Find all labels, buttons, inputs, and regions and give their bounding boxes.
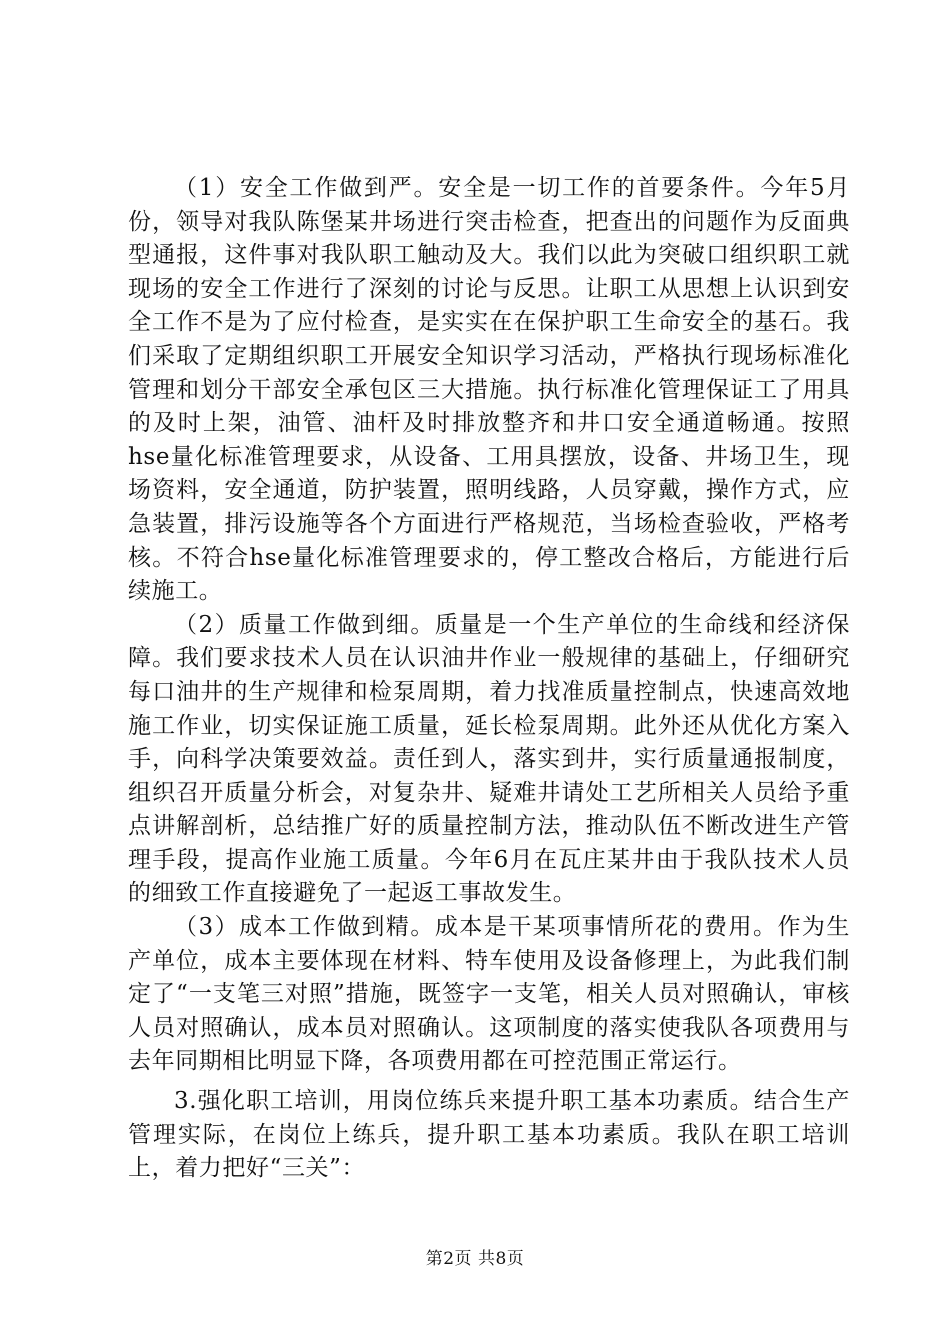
paragraph-cost: （3）成本工作做到精。成本是干某项事情所花的费用。作为生产单位，成本主要体现在材料、特车使用及设备修理上，为此我们制定了“一支笔三对照”措施，既签字一支笔，相关人员对照确认，审核人员对照确认，成本员对照确认。这项制度的落实使我队各项费用与去年同期相比明显下降，各项费用都在可控范围正常运行。 xyxy=(128,914,850,1075)
paragraph-safety: （1）安全工作做到严。安全是一切工作的首要条件。今年5月份，领导对我队陈堡某井场进行突击检查，把查出的问题作为反面典型通报，这件事对我队职工触动及大。我们以此为突破口组织职工就现场的安全工作进行了深刻的讨论与反思。让职工从思想上认识到安全工作不是为了应付检查，是实实在在保护职工生命安全的基石。我们采取了定期组织职工开展安全知识学习活动，严格执行现场标准化管理和划分干部安全承包区三大措施。执行标准化管理保证工了用具的及时上架，油管、油杆及时排放整齐和井口安全通道畅通。按照hse量化标准管理要求，从设备、工用具摆放，设备、井场卫生，现场资料，安全通道，防护装置，照明线路，人员穿戴，操作方式，应急装置，排污设施等各个方面进行严格规范，当场检查验收，严格考核。不符合hse量化标准管理要求的，停工整改合格后，方能进行后续施工。 xyxy=(128,175,850,605)
body-text xyxy=(128,172,850,1186)
paragraph-training: 3.强化职工培训，用岗位练兵来提升职工基本功素质。结合生产管理实际，在岗位上练兵，提升职工基本功素质。我队在职工培训上，着力把好“三关”： xyxy=(128,1088,850,1182)
paragraph-quality: （2）质量工作做到细。质量是一个生产单位的生命线和经济保障。我们要求技术人员在认识油井作业一般规律的基础上，仔细研究每口油井的生产规律和检泵周期，着力找准质量控制点，快速高效地施工作业，切实保证施工质量，延长检泵周期。此外还从优化方案入手，向科学决策要效益。责任到人，落实到井，实行质量通报制度，组织召开质量分析会，对复杂井、疑难井请处工艺所相关人员给予重点讲解剖析，总结推广好的质量控制方法，推动队伍不断改进生产管理手段，提高作业施工质量。今年6月在瓦庄某井由于我队技术人员的细致工作直接避免了一起返工事故发生。 xyxy=(128,611,850,907)
page-number-footer: 第2页 共8页 xyxy=(425,1249,525,1269)
